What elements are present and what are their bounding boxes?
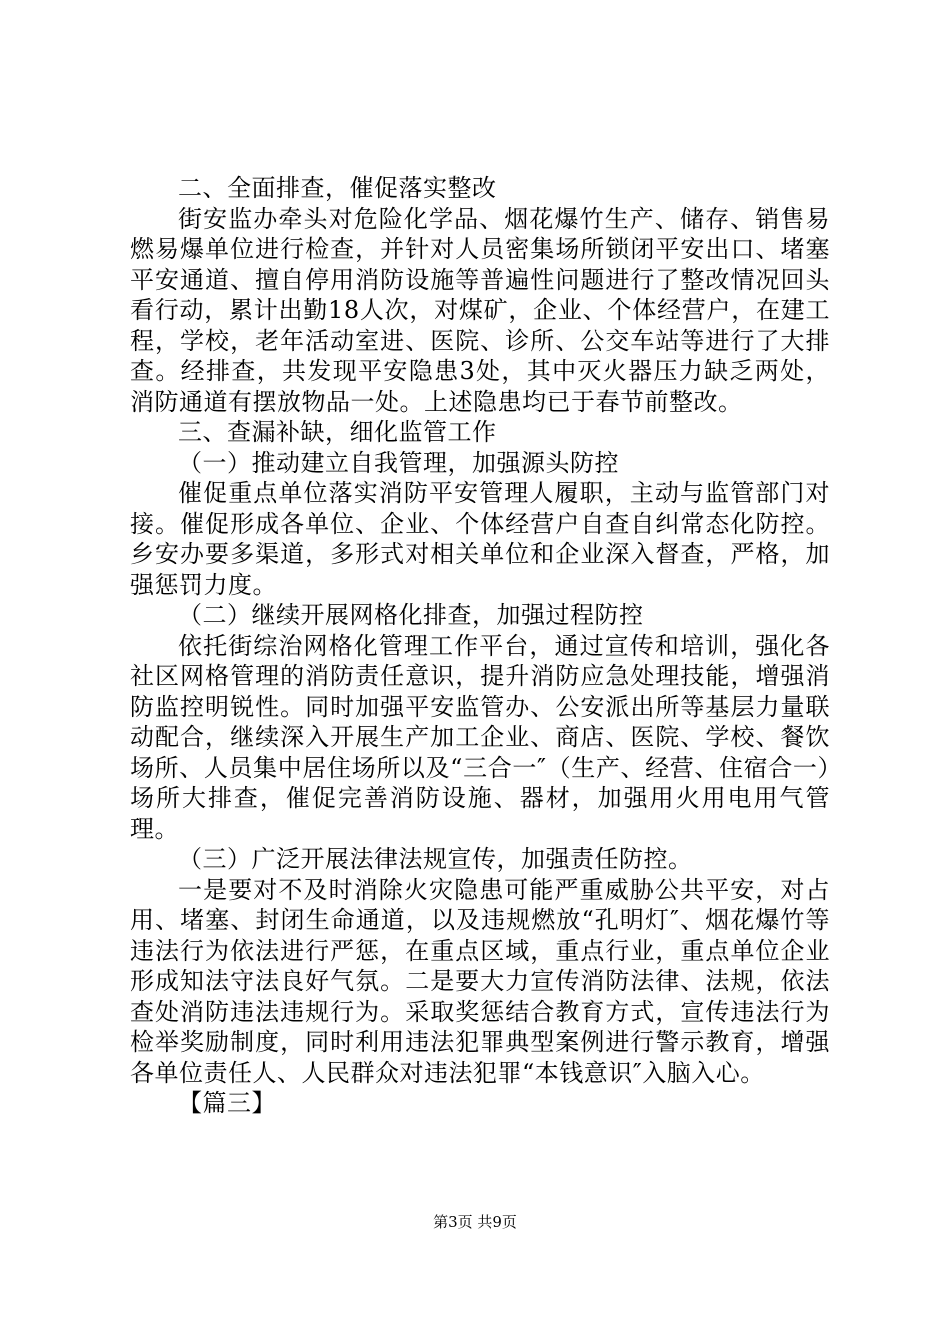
- paragraph-grid-inspection: 依托街综治网格化管理工作平台，通过宣传和培训，强化各社区网格管理的消防责任意识，提升消防应急处理技能，增强消防监控明锐性。同时加强平安监管办、公安派出所等基层力量联动配合，继续深入开展生产加工企业、商店、医院、学校、餐饮场所、人员集中居住场所以及“三合一″（生产、经营、住宿合一）场所大排查，催促完善消防设施、器材，加强用火用电用气管理。: [130, 631, 830, 843]
- section-heading-2: 二、全面排查，催促落实整改: [178, 174, 497, 202]
- subheading-2: （二）继续开展网格化排查，加强过程防控: [178, 601, 644, 629]
- subheading-3: （三）广泛开展法律法规宣传，加强责任防控。: [178, 845, 693, 873]
- chapter-heading-3: 【篇三】: [178, 1089, 276, 1117]
- paragraph-self-management: 催促重点单位落实消防平安管理人履职，主动与监管部门对接。催促形成各单位、企业、个体经营户自查自纠常态化防控。乡安办要多渠道，多形式对相关单位和企业深入督查，严格，加强惩罚力度。: [130, 479, 830, 599]
- page-footer: 第3页 共9页: [433, 1213, 517, 1231]
- paragraph-law-publicity: 一是要对不及时消除火灾隐患可能严重威胁公共平安，对占用、堵塞、封闭生命通道，以及违规燃放“孔明灯″、烟花爆竹等违法行为依法进行严惩，在重点区域，重点行业，重点单位企业形成知法守法良好气氛。二是要大力宣传消防法律、法规，依法查处消防违法违规行为。采取奖惩结合教育方式，宣传违法行为检举奖励制度，同时利用违法犯罪典型案例进行警示教育，增强各单位责任人、人民群众对违法犯罪“本钱意识″入脑入心。: [130, 875, 830, 1087]
- document-body: [130, 173, 830, 1119]
- section-heading-3: 三、查漏补缺，细化监管工作: [178, 418, 497, 446]
- subheading-1: （一）推动建立自我管理，加强源头防控: [178, 448, 619, 477]
- paragraph-inspection: 街安监办牵头对危险化学品、烟花爆竹生产、储存、销售易燃易爆单位进行检查，并针对人员密集场所锁闭平安出口、堵塞平安通道、擅自停用消防设施等普遍性问题进行了整改情况回头看行动，累计出勤18人次，对煤矿，企业、个体经营户，在建工程，学校，老年活动室进、医院、诊所、公交车站等进行了大排查。经排查，共发现平安隐患3处，其中灭火器压力缺乏两处，消防通道有摆放物品一处。上述隐患均已于春节前整改。: [130, 204, 830, 416]
